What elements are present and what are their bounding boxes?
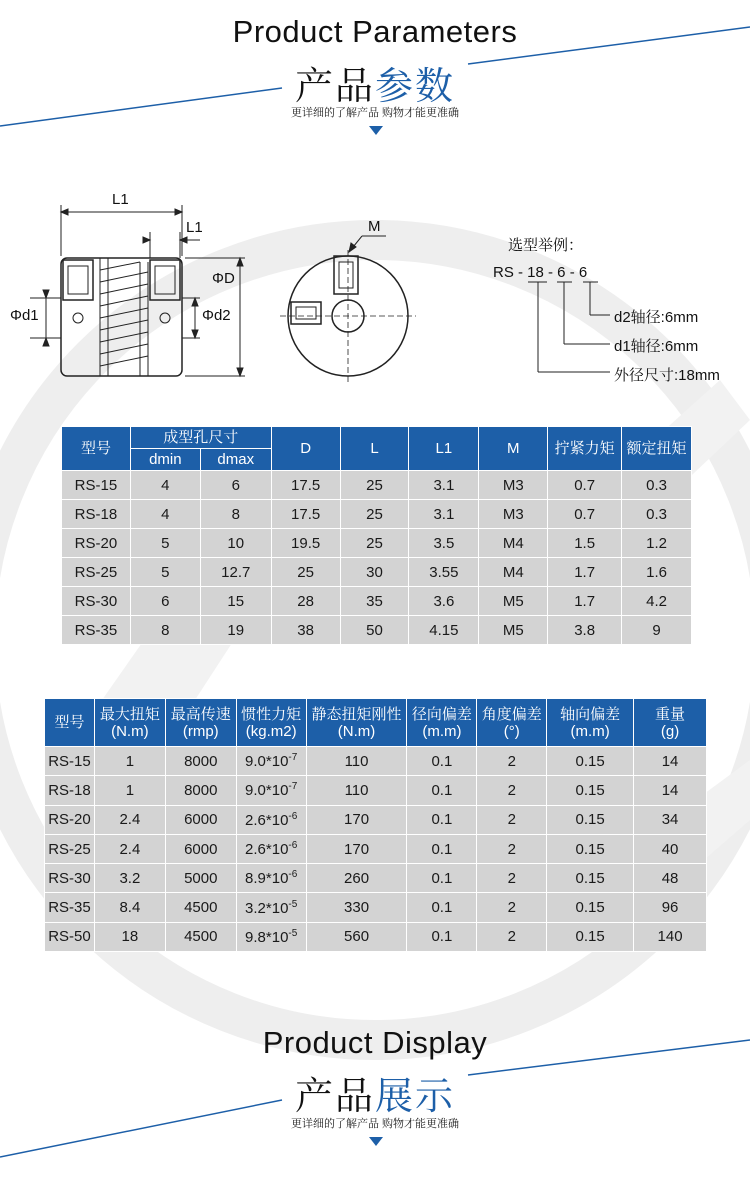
- table-cell: 1.7: [548, 587, 622, 616]
- label-M: M: [368, 218, 381, 235]
- header-unit: (m.m): [422, 722, 462, 740]
- table-cell: 0.7: [548, 500, 622, 529]
- table-cell: 8: [130, 616, 200, 645]
- header-label: 型号: [54, 714, 85, 731]
- th-tightening-torque: 拧紧力矩: [548, 427, 622, 471]
- table-cell: 260: [306, 864, 407, 893]
- table-cell: M4: [479, 529, 548, 558]
- table-cell: 17.5: [271, 471, 340, 500]
- table-cell: 3.8: [548, 616, 622, 645]
- table-cell: 6000: [165, 834, 236, 863]
- table-cell: RS-35: [62, 616, 131, 645]
- table-cell: 3.55: [409, 558, 479, 587]
- table-cell: 1: [94, 747, 165, 776]
- header-unit: (N.m): [337, 722, 376, 740]
- header-label: 角度偏差: [481, 705, 542, 723]
- table-cell: 0.1: [407, 747, 477, 776]
- table-cell: 0.15: [547, 834, 634, 863]
- th-hole-size: 成型孔尺寸: [130, 427, 271, 449]
- th-model: 型号: [62, 427, 131, 471]
- inertia-mantissa: 2.6*10: [245, 841, 289, 859]
- example-code: RS - 18 - 6 - 6: [493, 264, 588, 281]
- table-cell: RS-15: [45, 747, 95, 776]
- section2-title-cn-dark: 产品: [294, 1076, 375, 1118]
- header-unit: (N.m): [111, 722, 149, 740]
- inertia-mantissa: 9.0*10: [245, 753, 289, 771]
- header-unit: (m.m): [570, 722, 610, 740]
- table-cell: 2.4: [94, 805, 165, 834]
- header-unit: (rmp): [182, 722, 219, 740]
- table-cell: 6000: [165, 805, 236, 834]
- label-L1-small: L1: [186, 219, 203, 236]
- th-M: M: [479, 427, 548, 471]
- table-cell: 1.5: [548, 529, 622, 558]
- table-cell: RS-18: [45, 776, 95, 805]
- table-cell: 2: [477, 776, 547, 805]
- table-cell: RS-50: [45, 922, 95, 951]
- header-label: 静态扭矩刚性: [311, 705, 402, 723]
- table-cell: 4500: [165, 893, 236, 922]
- table-cell: 25: [340, 500, 409, 529]
- table-cell: M3: [479, 471, 548, 500]
- table-cell: 17.5: [271, 500, 340, 529]
- table-cell: 10: [200, 529, 271, 558]
- table-cell: 12.7: [200, 558, 271, 587]
- table-cell: 1.2: [622, 529, 692, 558]
- table-cell: 25: [340, 471, 409, 500]
- table-cell: M4: [479, 558, 548, 587]
- table-cell: 8: [200, 500, 271, 529]
- table-cell: 2: [477, 747, 547, 776]
- table-cell: 8000: [165, 747, 236, 776]
- table-cell: 19: [200, 616, 271, 645]
- table-cell: 1: [94, 776, 165, 805]
- table-cell: 0.3: [622, 500, 692, 529]
- header-unit: (°): [503, 722, 520, 740]
- down-triangle-icon-2: [369, 1137, 383, 1146]
- table-cell: 9: [622, 616, 692, 645]
- section-title-cn-blue: 参数: [375, 66, 456, 108]
- table-cell: RS-15: [62, 471, 131, 500]
- table-cell: 0.1: [407, 922, 477, 951]
- table-cell: RS-30: [45, 864, 95, 893]
- table-cell: 2: [477, 805, 547, 834]
- table-cell: 8000: [165, 776, 236, 805]
- table-cell: RS-35: [45, 893, 95, 922]
- table-cell: 2: [477, 922, 547, 951]
- table-cell: RS-20: [62, 529, 131, 558]
- inertia-exponent: -5: [288, 898, 298, 910]
- table-cell: 0.15: [547, 893, 634, 922]
- label-L1-overall: L1: [112, 191, 129, 208]
- table-cell: 2.4: [94, 834, 165, 863]
- table-cell: 0.15: [547, 922, 634, 951]
- table-cell: RS-25: [45, 834, 95, 863]
- table-cell: 3.1: [409, 500, 479, 529]
- section2-title-cn: [0, 1065, 750, 1120]
- table-cell: 0.1: [407, 805, 477, 834]
- table-cell: 14: [634, 776, 707, 805]
- section2-title-cn-blue: 展示: [375, 1076, 456, 1118]
- table-cell: RS-25: [62, 558, 131, 587]
- table-cell: M3: [479, 500, 548, 529]
- table-cell: 1.6: [622, 558, 692, 587]
- inertia-exponent: -6: [288, 810, 298, 822]
- th-dmin: dmin: [130, 449, 200, 471]
- inertia-mantissa: 9.0*10: [245, 782, 289, 800]
- table-cell: 110: [306, 776, 407, 805]
- table-cell: 3.1: [409, 471, 479, 500]
- table-cell: 25: [271, 558, 340, 587]
- table-cell: 0.1: [407, 776, 477, 805]
- label-phi-d1: Φd1: [10, 307, 39, 324]
- th-rated-torque: 额定扭矩: [622, 427, 692, 471]
- table-cell: 0.1: [407, 834, 477, 863]
- table-cell: 4.15: [409, 616, 479, 645]
- section-subtitle: 更详细的了解产品 购物才能更准确: [290, 107, 460, 119]
- table-cell: 3.5: [409, 529, 479, 558]
- label-phi-D: ΦD: [212, 270, 235, 287]
- th-L: L: [340, 427, 409, 471]
- table-cell: 50: [340, 616, 409, 645]
- table-cell: 3.2: [94, 864, 165, 893]
- header-label: 轴向偏差: [560, 705, 621, 723]
- table-cell: 560: [306, 922, 407, 951]
- th-D: D: [271, 427, 340, 471]
- table-cell: 4: [130, 500, 200, 529]
- table-cell: 0.1: [407, 893, 477, 922]
- table-cell: 40: [634, 834, 707, 863]
- header-label: 重量: [655, 705, 686, 723]
- inertia-mantissa: 3.2*10: [245, 899, 289, 917]
- table-cell: 4: [130, 471, 200, 500]
- th-dmax: dmax: [200, 449, 271, 471]
- header-label: 最大扭矩: [99, 705, 160, 723]
- example-d1: d1轴径:6mm: [614, 338, 699, 355]
- table-cell: 19.5: [271, 529, 340, 558]
- section2-subtitle: 更详细的了解产品 购物才能更准确: [290, 1118, 460, 1130]
- inertia-exponent: -6: [288, 869, 298, 881]
- table-cell: 330: [306, 893, 407, 922]
- example-outer-diameter: 外径尺寸:18mm: [614, 367, 720, 384]
- section2-title-en: Product Display: [262, 1025, 488, 1060]
- inertia-exponent: -6: [288, 840, 298, 852]
- label-phi-d2: Φd2: [202, 307, 231, 324]
- table-cell: 0.1: [407, 864, 477, 893]
- table-cell: RS-30: [62, 587, 131, 616]
- table-cell: 6: [200, 471, 271, 500]
- table-cell: 3.6: [409, 587, 479, 616]
- table-cell: 5: [130, 558, 200, 587]
- table-cell: 170: [306, 834, 407, 863]
- inertia-mantissa: 2.6*10: [245, 811, 289, 829]
- table-cell: 38: [271, 616, 340, 645]
- table-cell: 0.15: [547, 805, 634, 834]
- table-cell: 140: [634, 922, 707, 951]
- table-cell: 0.15: [547, 747, 634, 776]
- table-cell: RS-18: [62, 500, 131, 529]
- example-d2: d2轴径:6mm: [614, 309, 699, 326]
- example-title: 选型举例：: [508, 237, 584, 254]
- table-cell: 110: [306, 747, 407, 776]
- header-label: 最高传速: [170, 705, 231, 723]
- table-cell: 96: [634, 893, 707, 922]
- inertia-mantissa: 9.8*10: [245, 928, 289, 946]
- inertia-mantissa: 8.9*10: [245, 870, 289, 888]
- table-cell: 35: [340, 587, 409, 616]
- table-cell: 5000: [165, 864, 236, 893]
- table-cell: 48: [634, 864, 707, 893]
- inertia-exponent: -5: [288, 927, 298, 939]
- table-cell: 25: [340, 529, 409, 558]
- table-cell: 170: [306, 805, 407, 834]
- table-cell: 1.7: [548, 558, 622, 587]
- table-cell: 28: [271, 587, 340, 616]
- table-cell: 5: [130, 529, 200, 558]
- inertia-exponent: -7: [288, 781, 298, 793]
- table-cell: M5: [479, 616, 548, 645]
- header-unit: (kg.m2): [245, 722, 297, 740]
- table-cell: 0.3: [622, 471, 692, 500]
- table-cell: 30: [340, 558, 409, 587]
- table-cell: 2: [477, 893, 547, 922]
- header-label: 径向偏差: [411, 705, 472, 723]
- table-cell: 2: [477, 834, 547, 863]
- table-cell: 14: [634, 747, 707, 776]
- table-cell: 6: [130, 587, 200, 616]
- table-cell: 4.2: [622, 587, 692, 616]
- inertia-exponent: -7: [288, 752, 298, 764]
- table-cell: 0.7: [548, 471, 622, 500]
- th-L1: L1: [409, 427, 479, 471]
- table-cell: 34: [634, 805, 707, 834]
- table-cell: 4500: [165, 922, 236, 951]
- table-cell: M5: [479, 587, 548, 616]
- table-cell: 18: [94, 922, 165, 951]
- header-label: 惯性力矩: [241, 705, 302, 723]
- section-title-en: Product Parameters: [232, 14, 518, 49]
- table-cell: 2: [477, 864, 547, 893]
- table-cell: 8.4: [94, 893, 165, 922]
- header-unit: (g): [660, 722, 680, 740]
- section-title-cn-dark: 产品: [294, 66, 375, 108]
- table-cell: 0.15: [547, 864, 634, 893]
- table-cell: 0.15: [547, 776, 634, 805]
- table-cell: RS-20: [45, 805, 95, 834]
- table-cell: 15: [200, 587, 271, 616]
